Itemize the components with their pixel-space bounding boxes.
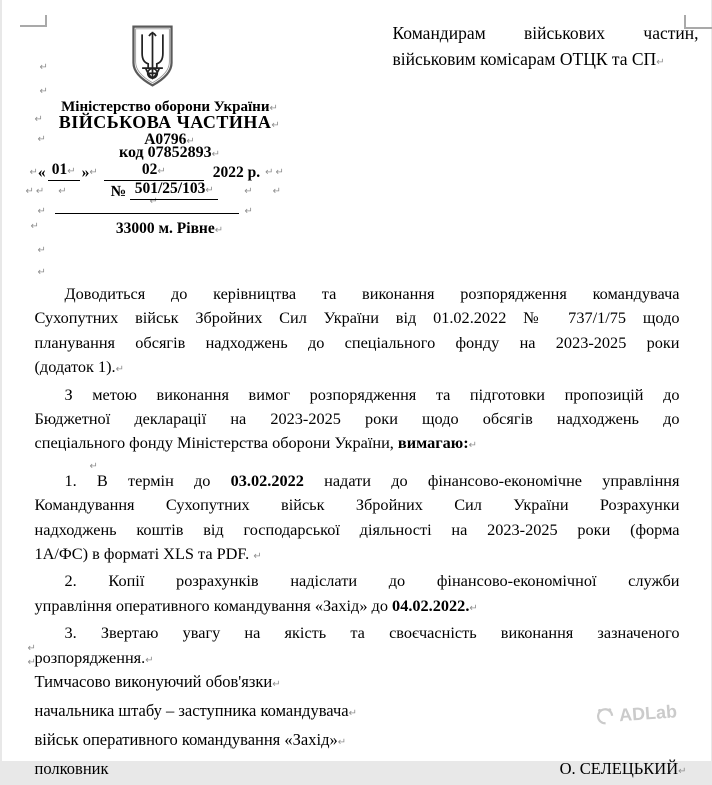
paragraph-mark-icon: ↵	[273, 183, 281, 200]
signer-name: О. СЕЛЕЦЬКИЙ↵	[560, 756, 687, 785]
paragraph-mark-icon: ↵	[36, 183, 44, 200]
number-field: 501/25/103↵	[130, 180, 218, 200]
paragraph-mark-icon: ↵	[38, 267, 46, 278]
empty-paragraph	[35, 459, 680, 469]
paragraph-mark-icon: ↵	[67, 166, 75, 177]
paragraph-mark-icon: ↵	[271, 120, 280, 131]
paragraph-mark-icon: ↵	[28, 657, 36, 668]
date-month-field: 02↵	[104, 161, 204, 181]
body-line: 3. Звертаю увагу на якість та своєчасність виконання зазначеного	[35, 621, 680, 645]
recipient-block	[393, 20, 699, 76]
paragraph-mark-icon: ↵	[116, 364, 124, 375]
paragraph-mark-icon: ↵	[265, 164, 273, 181]
recipient-line-2: військовим комісарам ОТЦК та СП↵	[393, 46, 699, 76]
paragraph-mark-icon: ↵	[349, 708, 357, 719]
postal-city: 33000 м. Рівне↵	[42, 220, 298, 238]
paragraph-mark-icon: ↵	[38, 206, 46, 217]
body-line: 1. В термін до 03.02.2022 надати до фінансово-економічне управління	[35, 469, 680, 493]
paragraph-mark-icon: ↵	[338, 737, 346, 748]
paragraph-mark-icon: ↵	[656, 57, 664, 68]
military-unit-title: ВІЙСЬКОВА ЧАСТИНА↵	[42, 112, 298, 133]
body-line: Сухопутних військ Збройних Сил України від 01.02.2022 № 737/1/75 щодо	[35, 306, 680, 330]
paragraph-mark-icon: ↵	[157, 166, 165, 177]
paragraph-mark-icon: ↵	[186, 136, 194, 147]
body-line: 1А/ФС) в форматі XLS та PDF. ↵	[35, 542, 680, 569]
body-line: спеціального фонду Міністерства оборони України, вимагаю:↵	[35, 431, 680, 458]
body-line: Доводиться до керівництва та виконання розпорядження командувача	[35, 282, 680, 306]
document-date-line	[30, 161, 284, 181]
paragraph-mark-icon: ↵	[89, 164, 97, 181]
paragraph-mark-icon: ↵	[245, 206, 253, 217]
paragraph-mark-icon: ↵	[145, 655, 153, 666]
paragraph-mark-icon: ↵	[28, 643, 36, 654]
body-paragraph	[35, 282, 680, 383]
body-line: розпорядження.↵	[35, 646, 680, 673]
margin-crop-mark-left-icon	[20, 15, 47, 27]
body-paragraph	[35, 469, 680, 570]
paragraph-mark-icon: ↵	[678, 766, 686, 777]
body-line: планування обсягів надходжень до спеціального фонду на 2023-2025 роки	[35, 331, 680, 355]
signature-line: військ оперативного командування «Захід»↵	[35, 727, 687, 756]
body-paragraph	[35, 621, 680, 673]
paragraph-mark-icon: ↵	[40, 62, 48, 73]
coat-of-arms-icon	[129, 24, 176, 88]
document-number-line	[26, 180, 282, 200]
paragraph-mark-icon: ↵	[469, 440, 477, 451]
paragraph-mark-icon: ↵	[30, 164, 38, 181]
signature-line: Тимчасово виконуючий обов'язки↵	[35, 669, 687, 698]
document-page	[2, 0, 711, 761]
paragraph-mark-icon: ↵	[90, 461, 98, 472]
date-year: 2022 р.	[213, 164, 260, 181]
date-day-field: 01↵	[48, 161, 80, 181]
ministry-name: Міністерство оборони України↵	[42, 99, 298, 116]
paragraph-mark-icon: ↵	[212, 149, 220, 160]
blank-underline-rule	[55, 213, 239, 214]
military-unit-code: А0796↵	[42, 131, 298, 149]
body-line: управління оперативного командування «Захід» до 04.02.2022.↵	[35, 594, 680, 621]
paragraph-mark-icon: ↵	[244, 183, 252, 200]
paragraph-mark-icon: ↵	[272, 679, 280, 690]
paragraph-mark-icon: ↵	[150, 196, 158, 207]
watermark-text: ADLab	[618, 701, 677, 726]
body-line: 2. Копії розрахунків надіслати до фінансово-економічної служби	[35, 569, 680, 593]
body-line: Командування Сухопутних військ Збройних Сил України Розрахунки	[35, 493, 680, 517]
signature-block	[35, 669, 687, 785]
paragraph-mark-icon: ↵	[269, 103, 277, 114]
letter-body	[35, 282, 680, 673]
paragraph-mark-icon: ↵	[35, 114, 43, 125]
body-line: Бюджетної декларації на 2023-2025 роки щодо обсягів надходжень до	[35, 407, 680, 431]
signature-rank-name-line	[35, 756, 687, 785]
paragraph-mark-icon: ↵	[40, 86, 48, 97]
paragraph-mark-icon: ↵	[469, 603, 477, 614]
watermark-logo-icon	[593, 706, 616, 727]
date-close-quote: »	[82, 164, 90, 181]
paragraph-mark-icon: ↵	[205, 185, 213, 196]
paragraph-mark-icon: ↵	[31, 221, 39, 232]
body-paragraph	[35, 383, 680, 459]
paragraph-mark-icon: ↵	[58, 183, 66, 200]
signer-rank: полковник	[35, 756, 109, 785]
paragraph-mark-icon: ↵	[215, 225, 223, 236]
paragraph-mark-icon: ↵	[38, 245, 46, 256]
signature-line: начальника штабу – заступника командувача↵	[35, 698, 687, 727]
paragraph-mark-icon: ↵	[253, 551, 261, 562]
paragraph-mark-icon: ↵	[38, 134, 46, 145]
body-line: надходжень коштів від господарської діяльності на 2023-2025 роки (форма	[35, 518, 680, 542]
number-label: №	[111, 183, 127, 200]
recipient-line-1: Командирам військових частин,	[393, 20, 699, 46]
paragraph-mark-icon: ↵	[26, 183, 34, 200]
body-paragraph	[35, 569, 680, 621]
paragraph-mark-icon: ↵	[276, 164, 284, 181]
body-line: (додаток 1).↵	[35, 355, 680, 382]
org-code: код 07852893↵	[42, 144, 298, 162]
body-line: З метою виконання вимог розпорядження та підготовки пропозицій до	[35, 383, 680, 407]
date-open-quote: «	[38, 164, 46, 181]
